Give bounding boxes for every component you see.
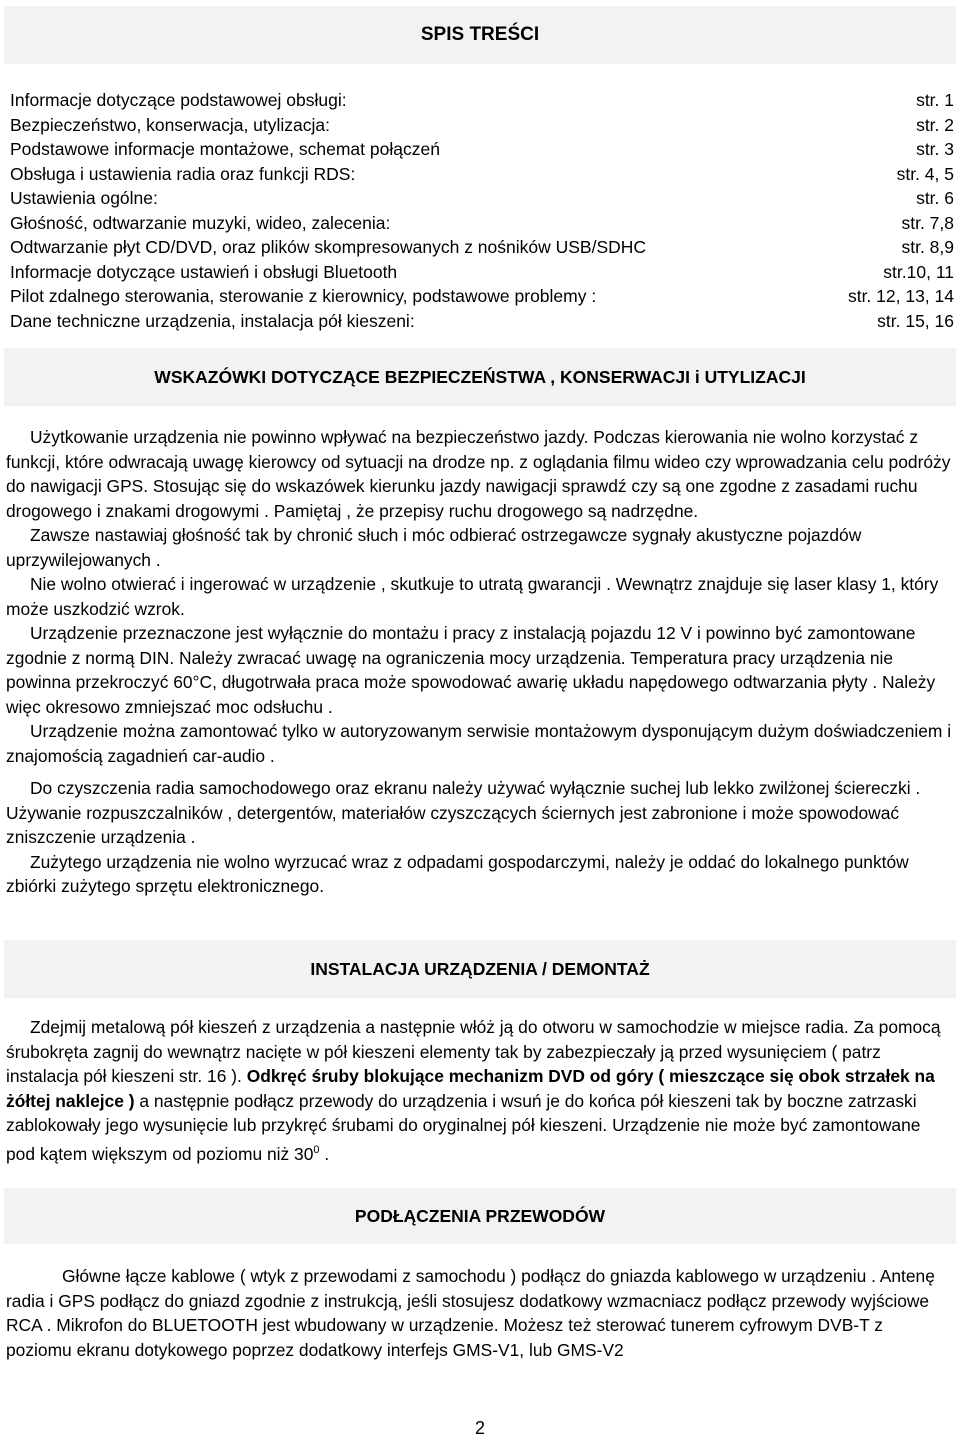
safety-paragraph: Urządzenie można zamontować tylko w autoryzowanym serwisie montażowym dysponującym dużym doświadczeniem i znajomością zagadnień car-audio . [6, 721, 952, 766]
toc-page: str. 3 [916, 139, 954, 159]
toc-row [10, 211, 954, 236]
toc-page: str. 8,9 [901, 237, 954, 257]
toc-page: str. 4, 5 [896, 163, 954, 184]
install-paragraph [6, 1015, 952, 1166]
toc-page: str. 6 [916, 188, 954, 208]
safety-section [6, 425, 952, 899]
toc-row [10, 260, 954, 285]
toc-label: Obsługa i ustawienia radia oraz funkcji RDS: [10, 163, 356, 184]
install-title-band [4, 940, 956, 998]
wiring-title-band [4, 1188, 956, 1244]
toc-label: Informacje dotyczące ustawień i obsługi Bluetooth [10, 261, 398, 282]
toc-label: Dane techniczne urządzenia, instalacja pół kieszeni: [10, 310, 415, 331]
wiring-paragraph: Główne łącze kablowe ( wtyk z przewodami z samochodu ) podłącz do gniazda kablowego w urządzeniu . Antenę radia i GPS podłącz do gniazd zgodnie z instrukcją, jeśli stosujesz dodatkowy wzmacniacz podłącz przewody wyjściowe RCA . Mikrofon do BLUETOOTH jest wbudowany w urządzenie. Możesz też sterować tunerem cyfrowym DVB-T z poziomu ekranu dotykowego poprzez dodatkowy interfejs GMS-V1, lub GMS-V2 [6, 1266, 935, 1360]
wiring-section [6, 1264, 952, 1362]
install-text-cont: a następnie podłącz przewody do urządzenia i wsuń je do końca pół kieszeni tak by boczne zatrzaski zablokowały jego wysunięcie lub przykręć śrubami do oryginalnej pół kieszeni. Urządzenie nie może być zamontowane pod kątem większym od poziomu niż 30 [6, 1090, 921, 1164]
toc-label: Odtwarzanie płyt CD/DVD, oraz plików skompresowanych z nośników USB/SDHC [10, 237, 647, 257]
toc-row [10, 284, 954, 309]
toc-label: Głośność, odtwarzanie muzyki, wideo, zalecenia: [10, 212, 391, 233]
toc-row [10, 113, 954, 138]
toc-title-band [4, 6, 956, 64]
table-of-contents [10, 88, 954, 333]
toc-page: str. 7,8 [901, 212, 954, 233]
wiring-title: PODŁĄCZENIA PRZEWODÓW [354, 1206, 606, 1226]
disposal-paragraph: Zużytego urządzenia nie wolno wyrzucać wraz z odpadami gospodarczymi, należy je oddać do lokalnego punktów zbiórki zużytego sprzętu elektronicznego. [6, 851, 909, 896]
safety-title: WSKAZÓWKI DOTYCZĄCE BEZPIECZEŃSTWA , KONSERWACJI i UTYLIZACJI [154, 367, 806, 387]
degree-mark: 0 [313, 1143, 320, 1156]
toc-row [10, 186, 954, 211]
install-section [6, 1015, 952, 1166]
toc-row [10, 309, 954, 334]
toc-page: str. 1 [916, 90, 954, 110]
toc-label: Podstawowe informacje montażowe, schemat połączeń [10, 139, 440, 159]
toc-row [10, 137, 954, 162]
install-text: Zdejmij metalową pół kieszeń z urządzenia a następnie włóż ją do otworu w samochodzie w miejsce radia. Za pomocą śrubokręta zagnij do wewnątrz nacięte w pół kieszeni elementy tak by zabezpieczały ją przed wysunięciem ( patrz instalacja pół kieszeni str. 16 ). [6, 1017, 941, 1086]
toc-label: Pilot zdalnego sterowania, sterowanie z kierownicy, podstawowe problemy : [10, 286, 597, 306]
install-title: INSTALACJA URZĄDZENIA / DEMONTAŻ [310, 959, 650, 979]
install-text-tail: . [319, 1143, 330, 1164]
toc-page: str. 12, 13, 14 [847, 286, 954, 306]
toc-label: Bezpieczeństwo, konserwacja, utylizacja: [10, 114, 331, 135]
toc-title: SPIS TREŚCI [420, 24, 540, 45]
install-warning: Odkręć śruby blokujące mechanizm DVD od góry ( mieszczące się obok strzałek na żółtej naklejce ) [6, 1066, 935, 1111]
safety-paragraph: Nie wolno otwierać i ingerować w urządzenie , skutkuje to utratą gwarancji . Wewnątrz znajduje się laser klasy 1, który może uszkodzić wzrok. [6, 574, 939, 619]
toc-row [10, 88, 954, 113]
cleaning-paragraph: Do czyszczenia radia samochodowego oraz ekranu należy używać wyłącznie suchej lub lekko zwilżonej ściereczki . Używanie rozpuszczalników , detergentów, materiałów czyszczących ściernych jest zabronione i może spowodować zniszczenie urządzenia . [6, 778, 921, 847]
safety-title-band [4, 348, 956, 406]
safety-paragraph: Zawsze nastawiaj głośność tak by chronić słuch i móc odbierać ostrzegawcze sygnały akustyczne pojazdów uprzywilejowanych . [6, 525, 862, 570]
toc-label: Informacje dotyczące podstawowej obsługi: [10, 90, 347, 110]
safety-paragraph: Użytkowanie urządzenia nie powinno wpływać na bezpieczeństwo jazdy. Podczas kierowania nie wolno korzystać z funkcji, które odwracają uwagę kierowcy od sytuacji na drodze np. z oglądania filmu wideo czy wprowadzania celu podróży do nawigacji GPS. Stosując się do wskazówek kierunku jazdy nawigacji sprawdź czy są one zgodne z zasadami ruchu drogowego i znakami drogowymi . Pamiętaj , że przepisy ruchu drogowego są nadrzędne. [6, 427, 951, 521]
toc-page: str.10, 11 [883, 261, 954, 282]
toc-label: Ustawienia ogólne: [10, 188, 158, 208]
toc-row [10, 235, 954, 260]
toc-page: str. 2 [916, 114, 954, 135]
toc-row [10, 162, 954, 187]
safety-paragraph: Urządzenie przeznaczone jest wyłącznie do montażu i pracy z instalacją pojazdu 12 V i powinno być zamontowane zgodnie z normą DIN. Należy zwracać uwagę na ograniczenia mocy urządzenia. Temperatura pracy urządzenia nie powinna przekroczyć 60°C, długotrwała praca może spowodować awarię układu napędowego odtwarzania płyty . Należy więc okresowo zmniejszać moc odsłuchu . [6, 623, 936, 717]
page-number: 2 [474, 1418, 485, 1438]
toc-page: str. 15, 16 [877, 310, 954, 331]
